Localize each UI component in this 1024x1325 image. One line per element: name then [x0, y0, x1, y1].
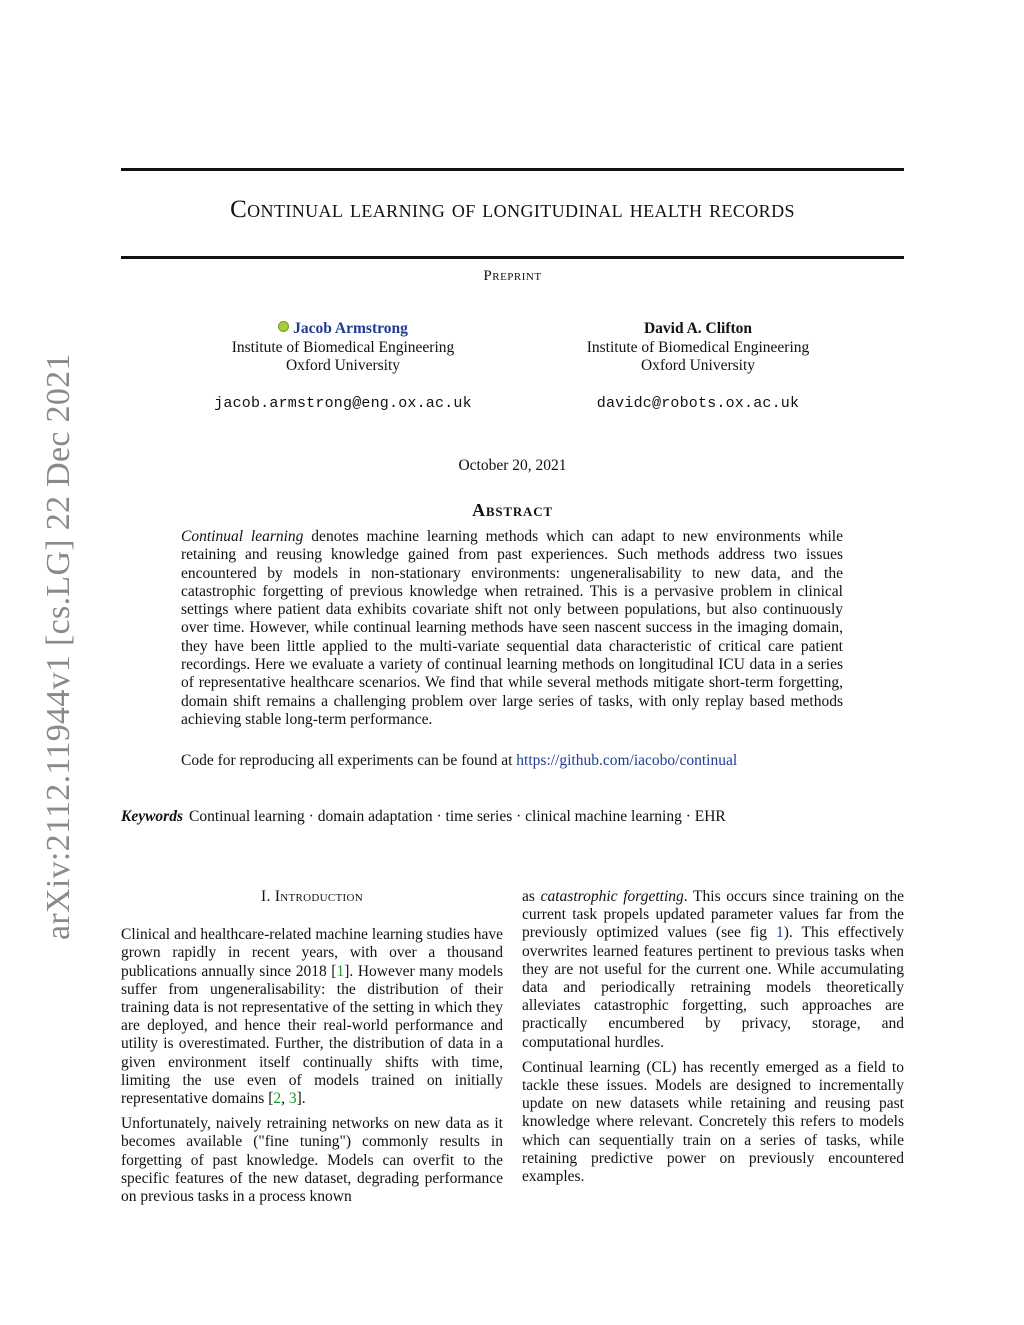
- abstract-lead-term: Continual learning: [181, 528, 304, 545]
- intro-paragraph-3: [522, 888, 904, 1052]
- author-block-1: [193, 320, 493, 413]
- left-column: [121, 888, 503, 1213]
- author-name-text[interactable]: Jacob Armstrong: [293, 320, 408, 337]
- author-name: David A. Clifton: [643, 320, 753, 337]
- figure-link[interactable]: 1: [776, 924, 784, 942]
- section-heading-introduction: [121, 888, 503, 906]
- abstract-text: denotes machine learning methods which can adapt to new environments while retaining and reusing knowledge gained from past experiences. Such methods address two issues encountered by models in non-stationary environments: ungeneralisability to new data, and the catastrophic forgetting of previous knowledge when retrained. This is a pervasive problem in clinical settings where patient data exhibits covariate shift not only between populations, but also continuously over time. However, while continual learning methods have seen nascent success in the imaging domain, they have been little applied to the multi-variate sequential data characteristic of critical care patient recordings. Here we evaluate a variety of continual learning methods on longitudinal ICU data in a series of representative healthcare scenarios. We find that while several methods mitigate short-term forgetting, domain shift remains a challenging problem over large series of tasks, with only replay based methods achieving stable long-term performance.: [181, 528, 843, 728]
- keywords-label: Keywords: [121, 808, 183, 825]
- intro-paragraph-2: Unfortunately, naively retraining networks on new data as it becomes available ("fine tuning") commonly results in forgetting of past knowledge. Models can overfit to the specific features of the new dataset, degrading performance on previous tasks in a process known: [121, 1115, 503, 1206]
- author-university: Oxford University: [640, 357, 756, 374]
- preprint-label: Preprint: [483, 268, 542, 284]
- text: ]. However many models suffer from ungeneralisability: the distribution of their training data is not representative of the setting in which they are deployed, and hence their real-world performance and utility is overestimated. Further, the distribution of data in a given environment itself continually shifts with time, limiting the use even of models trained on initially representative domains [: [121, 962, 503, 1108]
- paper-date: October 20, 2021: [458, 457, 567, 474]
- text: ,: [281, 1090, 289, 1108]
- keywords-text: Continual learning · domain adaptation · time series · clinical machine learning · EHR: [189, 808, 726, 825]
- section-title: Introduction: [274, 888, 364, 905]
- top-rule: [121, 168, 904, 171]
- text: . This occurs since training on the current task propels updated parameter values far from the previously optimized values (see fig: [522, 888, 904, 942]
- citation-link[interactable]: 3: [288, 1090, 297, 1108]
- citation-link[interactable]: 2: [273, 1090, 282, 1108]
- code-link[interactable]: https://github.com/iacobo/continual: [516, 752, 738, 769]
- author-email: davidc@robots.ox.ac.uk: [596, 394, 800, 412]
- text: ). This effectively overwrites learned features pertinent to previous tasks when they are not useful for the current one. While accumulating data and periodically retraining models theoretically alleviates catastrophic forgetting, such approaches are practically encumbered by privacy, storage, and computational hurdles.: [522, 924, 904, 1051]
- emphasis: catastrophic forgetting: [540, 888, 684, 905]
- orcid-icon[interactable]: [278, 321, 289, 332]
- text: as: [522, 888, 541, 905]
- section-number: I.: [260, 888, 271, 905]
- author-affiliation: Institute of Biomedical Engineering: [586, 338, 810, 356]
- author-email: jacob.armstrong@eng.ox.ac.uk: [214, 394, 472, 412]
- text: ].: [296, 1090, 306, 1108]
- code-text: Code for reproducing all experiments can be found at: [181, 752, 517, 769]
- author-affiliation: Institute of Biomedical Engineering: [231, 338, 455, 356]
- code-availability: [181, 752, 843, 770]
- intro-paragraph-1: [121, 926, 503, 1108]
- paper-title: Continual learning of longitudinal health records: [230, 196, 795, 223]
- citation-link[interactable]: 1: [336, 962, 345, 980]
- right-column: [522, 888, 904, 1193]
- text: Clinical and healthcare-related machine learning studies have grown rapidly in recent years, with over a thousand publications annually since 2018 [: [121, 926, 503, 980]
- title-bottom-rule: [121, 256, 904, 259]
- author-block-2: [548, 320, 848, 413]
- arxiv-stamp: arXiv:2112.11944v1 [cs.LG] 22 Dec 2021: [40, 353, 77, 940]
- intro-paragraph-4: Continual learning (CL) has recently emerged as a field to tackle these issues. Models are designed to incrementally update on new datasets while retaining and reusing past knowledge where relevant. Concretely this refers to models which can sequentially train on a series of tasks, while retaining predictive power on previously encountered examples.: [522, 1058, 904, 1186]
- abstract-heading: Abstract: [472, 500, 553, 520]
- abstract-body: [181, 528, 843, 729]
- author-university: Oxford University: [285, 357, 401, 374]
- author-name[interactable]: [193, 320, 493, 339]
- keywords: [121, 808, 904, 826]
